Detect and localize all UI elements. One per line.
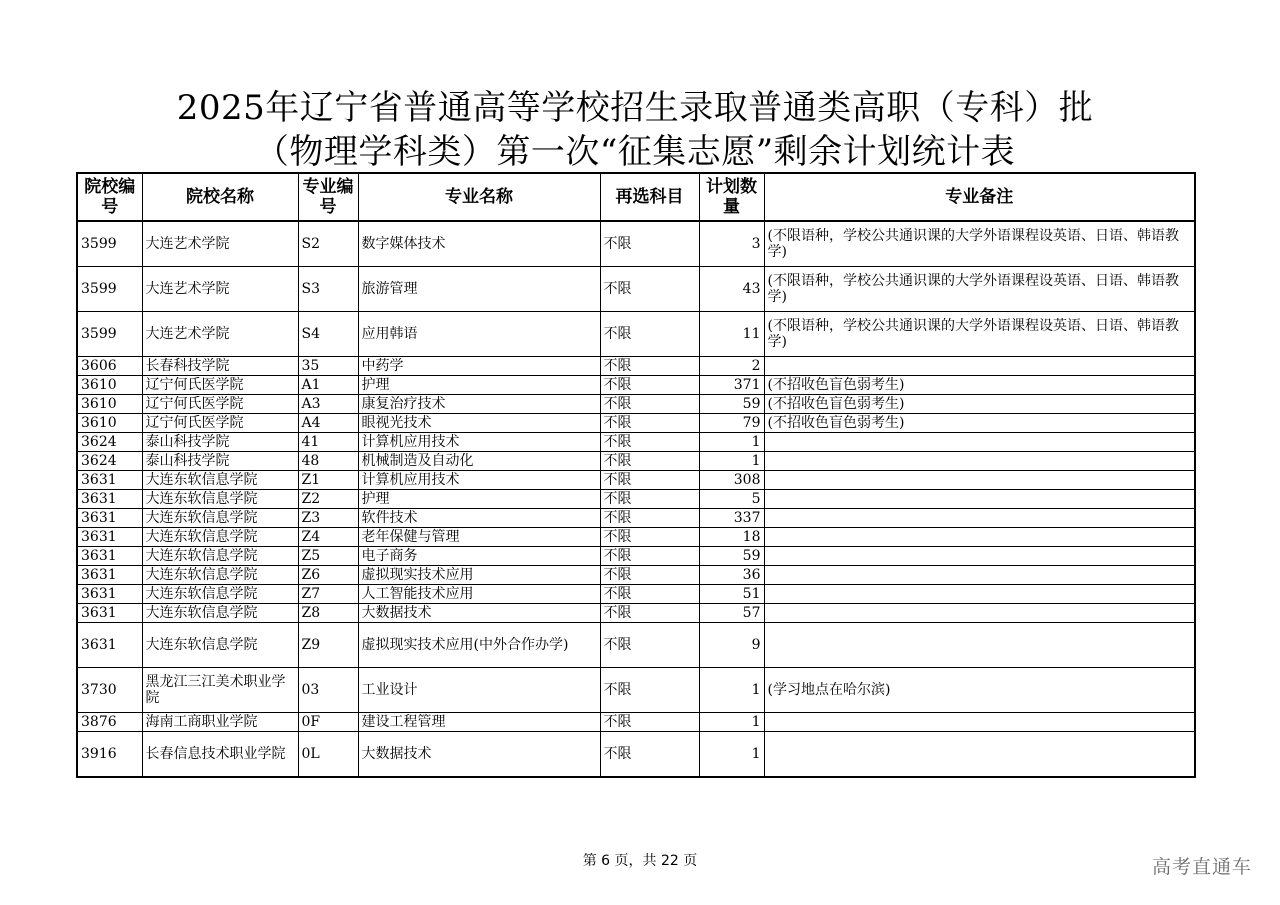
school-id-cell: 3876 <box>77 713 142 732</box>
page-footer: 第 6 页，共 22 页 <box>582 853 698 869</box>
school-name-cell: 大连东软信息学院 <box>142 490 298 509</box>
table-row <box>77 509 1195 528</box>
major-note-cell: (不限语种，学校公共通识课的大学外语课程设英语、日语、韩语教学) <box>764 312 1195 357</box>
plan-count-cell: 1 <box>699 713 764 732</box>
school-name-cell: 大连东软信息学院 <box>142 471 298 490</box>
major-name-cell: 软件技术 <box>358 509 600 528</box>
major-code-cell: Z2 <box>298 490 358 509</box>
header-major-name: 专业名称 <box>358 173 600 221</box>
major-name-cell: 旅游管理 <box>358 267 600 312</box>
plan-count-cell: 3 <box>699 221 764 267</box>
school-name-cell: 大连艺术学院 <box>142 221 298 267</box>
major-note-cell: (不限语种，学校公共通识课的大学外语课程设英语、日语、韩语教学) <box>764 221 1195 267</box>
major-name-cell: 虚拟现实技术应用(中外合作办学) <box>358 623 600 668</box>
plan-count-cell: 9 <box>699 623 764 668</box>
plan-count-cell: 59 <box>699 547 764 566</box>
major-code-cell: Z7 <box>298 585 358 604</box>
school-name-cell: 大连东软信息学院 <box>142 585 298 604</box>
subject-cell: 不限 <box>600 566 699 585</box>
major-code-cell: 0F <box>298 713 358 732</box>
major-name-cell: 计算机应用技术 <box>358 471 600 490</box>
school-name-cell: 大连东软信息学院 <box>142 604 298 623</box>
major-code-cell: 35 <box>298 357 358 376</box>
major-name-cell: 眼视光技术 <box>358 414 600 433</box>
table-header-row <box>77 173 1195 221</box>
school-name-cell: 大连东软信息学院 <box>142 566 298 585</box>
subject-cell: 不限 <box>600 471 699 490</box>
subject-cell: 不限 <box>600 604 699 623</box>
table-row <box>77 414 1195 433</box>
major-name-cell: 工业设计 <box>358 668 600 713</box>
table-row <box>77 376 1195 395</box>
plan-count-cell: 18 <box>699 528 764 547</box>
school-name-cell: 大连东软信息学院 <box>142 528 298 547</box>
plan-count-cell: 1 <box>699 452 764 471</box>
school-name-cell: 辽宁何氏医学院 <box>142 395 298 414</box>
school-id-cell: 3624 <box>77 452 142 471</box>
table-row <box>77 267 1195 312</box>
school-id-cell: 3631 <box>77 490 142 509</box>
major-name-cell: 机械制造及自动化 <box>358 452 600 471</box>
header-subject: 再选科目 <box>600 173 699 221</box>
major-code-cell: S3 <box>298 267 358 312</box>
subject-cell: 不限 <box>600 357 699 376</box>
school-id-cell: 3631 <box>77 509 142 528</box>
school-id-cell: 3631 <box>77 547 142 566</box>
major-note-cell: (学习地点在哈尔滨) <box>764 668 1195 713</box>
table-row <box>77 713 1195 732</box>
table-row <box>77 604 1195 623</box>
major-name-cell: 应用韩语 <box>358 312 600 357</box>
school-name-cell: 泰山科技学院 <box>142 433 298 452</box>
major-code-cell: A3 <box>298 395 358 414</box>
header-plan-count: 计划数量 <box>699 173 764 221</box>
major-note-cell: (不招收色盲色弱考生) <box>764 395 1195 414</box>
table-row <box>77 221 1195 267</box>
plan-count-cell: 51 <box>699 585 764 604</box>
plan-count-cell: 43 <box>699 267 764 312</box>
major-name-cell: 大数据技术 <box>358 732 600 778</box>
major-note-cell <box>764 566 1195 585</box>
subject-cell: 不限 <box>600 414 699 433</box>
major-name-cell: 虚拟现实技术应用 <box>358 566 600 585</box>
table-row <box>77 528 1195 547</box>
major-note-cell <box>764 357 1195 376</box>
plan-count-cell: 11 <box>699 312 764 357</box>
table-row <box>77 668 1195 713</box>
table-row <box>77 547 1195 566</box>
major-name-cell: 康复治疗技术 <box>358 395 600 414</box>
subject-cell: 不限 <box>600 395 699 414</box>
school-id-cell: 3631 <box>77 528 142 547</box>
major-name-cell: 老年保健与管理 <box>358 528 600 547</box>
school-name-cell: 长春信息技术职业学院 <box>142 732 298 778</box>
major-note-cell: (不招收色盲色弱考生) <box>764 414 1195 433</box>
major-name-cell: 中药学 <box>358 357 600 376</box>
table-row <box>77 433 1195 452</box>
school-id-cell: 3631 <box>77 566 142 585</box>
major-name-cell: 数字媒体技术 <box>358 221 600 267</box>
school-name-cell: 海南工商职业学院 <box>142 713 298 732</box>
subject-cell: 不限 <box>600 732 699 778</box>
major-note-cell <box>764 732 1195 778</box>
plan-count-cell: 2 <box>699 357 764 376</box>
subject-cell: 不限 <box>600 267 699 312</box>
remaining-plan-table <box>76 172 1196 778</box>
major-code-cell: Z5 <box>298 547 358 566</box>
header-school-name: 院校名称 <box>142 173 298 221</box>
major-note-cell <box>764 452 1195 471</box>
major-name-cell: 电子商务 <box>358 547 600 566</box>
school-id-cell: 3730 <box>77 668 142 713</box>
plan-count-cell: 79 <box>699 414 764 433</box>
major-code-cell: 41 <box>298 433 358 452</box>
subject-cell: 不限 <box>600 528 699 547</box>
school-id-cell: 3624 <box>77 433 142 452</box>
table-row <box>77 490 1195 509</box>
major-name-cell: 建设工程管理 <box>358 713 600 732</box>
major-note-cell <box>764 604 1195 623</box>
subject-cell: 不限 <box>600 547 699 566</box>
major-code-cell: Z4 <box>298 528 358 547</box>
subject-cell: 不限 <box>600 509 699 528</box>
table-row <box>77 395 1195 414</box>
table-row <box>77 312 1195 357</box>
header-major-note: 专业备注 <box>764 173 1195 221</box>
school-name-cell: 辽宁何氏医学院 <box>142 376 298 395</box>
table-row <box>77 452 1195 471</box>
document-title-line-2: （物理学科类）第一次“征集志愿”剩余计划统计表 <box>254 132 1016 172</box>
major-name-cell: 大数据技术 <box>358 604 600 623</box>
major-code-cell: Z1 <box>298 471 358 490</box>
watermark-text: 高考直通车 <box>1151 856 1252 878</box>
school-id-cell: 3631 <box>77 585 142 604</box>
plan-count-cell: 5 <box>699 490 764 509</box>
major-code-cell: Z3 <box>298 509 358 528</box>
plan-count-cell: 36 <box>699 566 764 585</box>
major-note-cell <box>764 585 1195 604</box>
document-title-line-1: 2025年辽宁省普通高等学校招生录取普通类高职（专科）批 <box>176 88 1094 128</box>
major-note-cell <box>764 623 1195 668</box>
major-code-cell: 48 <box>298 452 358 471</box>
plan-count-cell: 371 <box>699 376 764 395</box>
plan-count-cell: 57 <box>699 604 764 623</box>
table-row <box>77 585 1195 604</box>
major-code-cell: 0L <box>298 732 358 778</box>
school-name-cell: 泰山科技学院 <box>142 452 298 471</box>
school-id-cell: 3631 <box>77 471 142 490</box>
table-row <box>77 732 1195 778</box>
school-name-cell: 长春科技学院 <box>142 357 298 376</box>
school-name-cell: 大连东软信息学院 <box>142 509 298 528</box>
table-body <box>77 221 1195 777</box>
school-name-cell: 黑龙江三江美术职业学院 <box>142 668 298 713</box>
major-note-cell <box>764 528 1195 547</box>
plan-count-cell: 1 <box>699 732 764 778</box>
major-code-cell: A1 <box>298 376 358 395</box>
major-note-cell <box>764 433 1195 452</box>
table-row <box>77 471 1195 490</box>
major-note-cell <box>764 490 1195 509</box>
major-name-cell: 人工智能技术应用 <box>358 585 600 604</box>
subject-cell: 不限 <box>600 585 699 604</box>
subject-cell: 不限 <box>600 452 699 471</box>
major-code-cell: Z6 <box>298 566 358 585</box>
school-id-cell: 3631 <box>77 604 142 623</box>
major-note-cell <box>764 547 1195 566</box>
major-note-cell <box>764 509 1195 528</box>
school-id-cell: 3599 <box>77 267 142 312</box>
major-note-cell <box>764 713 1195 732</box>
subject-cell: 不限 <box>600 221 699 267</box>
subject-cell: 不限 <box>600 623 699 668</box>
school-id-cell: 3599 <box>77 221 142 267</box>
major-note-cell: (不招收色盲色弱考生) <box>764 376 1195 395</box>
plan-count-cell: 337 <box>699 509 764 528</box>
plan-count-cell: 308 <box>699 471 764 490</box>
school-name-cell: 辽宁何氏医学院 <box>142 414 298 433</box>
major-code-cell: S2 <box>298 221 358 267</box>
subject-cell: 不限 <box>600 312 699 357</box>
school-id-cell: 3610 <box>77 376 142 395</box>
school-id-cell: 3599 <box>77 312 142 357</box>
plan-count-cell: 59 <box>699 395 764 414</box>
header-major-code: 专业编号 <box>298 173 358 221</box>
table-row <box>77 566 1195 585</box>
school-name-cell: 大连东软信息学院 <box>142 547 298 566</box>
subject-cell: 不限 <box>600 713 699 732</box>
school-id-cell: 3610 <box>77 395 142 414</box>
school-id-cell: 3610 <box>77 414 142 433</box>
subject-cell: 不限 <box>600 433 699 452</box>
plan-count-cell: 1 <box>699 433 764 452</box>
major-code-cell: A4 <box>298 414 358 433</box>
major-note-cell <box>764 471 1195 490</box>
school-id-cell: 3916 <box>77 732 142 778</box>
major-note-cell: (不限语种，学校公共通识课的大学外语课程设英语、日语、韩语教学) <box>764 267 1195 312</box>
major-code-cell: Z8 <box>298 604 358 623</box>
table-row <box>77 357 1195 376</box>
school-id-cell: 3606 <box>77 357 142 376</box>
school-name-cell: 大连艺术学院 <box>142 312 298 357</box>
major-code-cell: S4 <box>298 312 358 357</box>
plan-count-cell: 1 <box>699 668 764 713</box>
major-name-cell: 计算机应用技术 <box>358 433 600 452</box>
subject-cell: 不限 <box>600 490 699 509</box>
school-name-cell: 大连艺术学院 <box>142 267 298 312</box>
subject-cell: 不限 <box>600 376 699 395</box>
major-name-cell: 护理 <box>358 490 600 509</box>
school-name-cell: 大连东软信息学院 <box>142 623 298 668</box>
header-school-id: 院校编号 <box>77 173 142 221</box>
major-code-cell: Z9 <box>298 623 358 668</box>
major-name-cell: 护理 <box>358 376 600 395</box>
table-row <box>77 623 1195 668</box>
subject-cell: 不限 <box>600 668 699 713</box>
major-code-cell: 03 <box>298 668 358 713</box>
school-id-cell: 3631 <box>77 623 142 668</box>
